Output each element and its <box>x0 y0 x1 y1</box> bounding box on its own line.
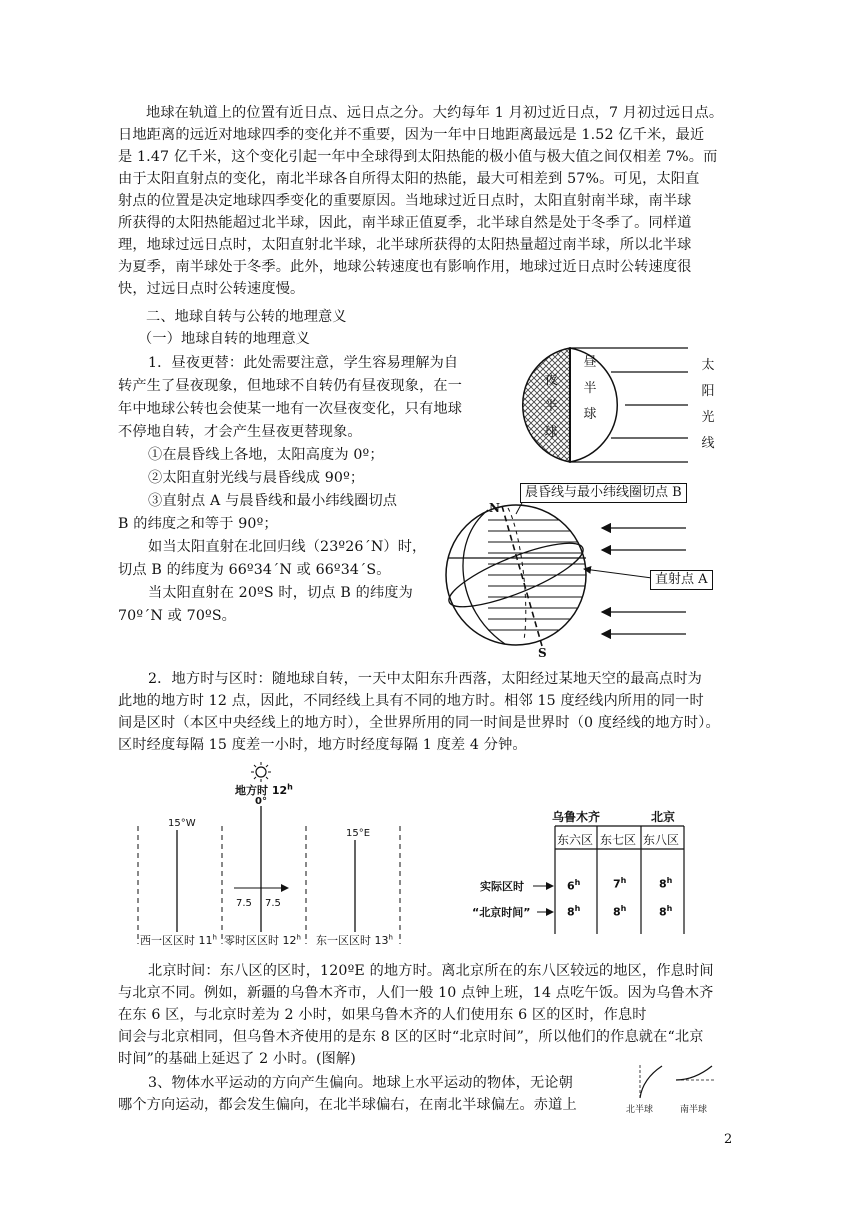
meridian-15e-label: 15°E <box>346 828 371 839</box>
header-east7: 东七区 <box>600 833 637 847</box>
para3-line1: 如当太阳直射在北回归线（23º26´N）时， <box>148 539 427 555</box>
north-pole-label: N <box>489 501 500 515</box>
day-label: 昼 半 球 <box>583 355 597 422</box>
south-deflect-curve <box>676 1066 712 1080</box>
header-east6: 东六区 <box>557 833 594 847</box>
para2-line2: 转产生了昼夜现象，但地球不自转仍有昼夜现象，在一 <box>118 378 463 394</box>
para1-line6: 所获得的太阳热能超过北半球，因此，南半球正值夏季，北半球自然是处于冬季了。同样道 <box>118 215 692 231</box>
zone-east1-label: 东一区区时 13$^h$ <box>316 933 393 947</box>
cell-actual-east7: 7$^h$ <box>613 876 627 891</box>
para1-line9: 快，过远日点时公转速度慢。 <box>118 281 305 297</box>
deflection-figure <box>640 1064 714 1098</box>
zone-west1-label: 西一区区时 11$^h$ <box>140 933 217 947</box>
page-number: 2 <box>724 1132 733 1147</box>
list-item-2: ②太阳直射光线与晨昏线成 90º； <box>148 470 365 486</box>
para2-line1: 1．昼夜更替：此处需要注意，学生容易理解为自 <box>148 355 459 371</box>
row-beijing-time-label: “北京时间” <box>472 906 531 919</box>
earth-axis <box>502 506 542 646</box>
list-item-1: ①在晨昏线上各地，太阳高度为 0º； <box>148 447 384 463</box>
deflect-north-label: 北半球 <box>626 1105 654 1115</box>
para4-line1: 2．地方时与区时：随地球自转，一天中太阳东升西落，太阳经过某地天空的最高点时为 <box>148 671 703 687</box>
deflect-south-label: 南半球 <box>680 1105 708 1115</box>
para3-line4: 70º´N 或 70ºS。 <box>118 608 237 624</box>
south-pole-label: S <box>538 646 547 660</box>
para1-line4: 由于太阳直射点的变化，南北半球各自所得太阳的热能，最大可相差到 57%。可见，太阳直 <box>118 171 700 187</box>
para1-line5: 射点的位置是决定地球四季变化的重要原因。当地球过近日点时，太阳直射南半球，南半球 <box>118 193 692 209</box>
para1-line1: 地球在轨道上的位置有近日点、远日点之分。大约每年 1 月初过近日点，7 月初过远日点。 <box>146 105 724 121</box>
row-actual-time-label: 实际区时 <box>480 880 524 893</box>
half-zone-east-label: 7.5 <box>265 898 281 909</box>
para4-line3: 间是区时（本区中央经线上的地方时），全世界所用的同一时间是世界时（0 度经线的地方时）。 <box>118 715 720 731</box>
para4-line4: 区时经度每隔 15 度差一小时，地方时经度每隔 1 度差 4 分钟。 <box>118 737 527 753</box>
callout-direct-point-a: 直射点 A <box>650 570 713 590</box>
local-time-label: 地方时 12$^h$ <box>235 782 293 797</box>
sun-icon <box>251 762 271 782</box>
para3-line2: 切点 B 的纬度为 66º34´N 或 66º34´S。 <box>118 562 391 578</box>
north-deflect-curve <box>640 1066 662 1098</box>
list-item-3: ③直射点 A 与晨昏线和最小纬线圈切点 <box>148 493 398 509</box>
para5-line1: 北京时间：东八区的区时，120ºE 的地方时。离北京所在的东八区较远的地区，作息时间 <box>148 963 714 979</box>
para1-line2: 日地距离的远近对地球四季的变化并不重要，因为一年中日地距离最远是 1.52 亿千米，最近 <box>118 127 705 143</box>
night-label: 夜 半 球 <box>544 373 558 440</box>
sunlight-label: 太 阳 光 线 <box>701 358 715 451</box>
cell-bj-east8: 8$^h$ <box>659 904 673 919</box>
callout-a-pointer <box>584 569 652 578</box>
header-east8: 东八区 <box>643 833 680 847</box>
para1-line7: 理，地球过远日点时，太阳直射北半球，北半球所获得的太阳热量超过南半球，所以北半球 <box>118 237 692 253</box>
callout-tangent-b: 晨昏线与最小纬线圈切点 B <box>520 483 687 503</box>
para5-line5: 时间”的基础上延迟了 2 小时。(图解) <box>118 1051 356 1067</box>
cell-bj-east7: 8$^h$ <box>613 904 627 919</box>
para1-line3: 是 1.47 亿千米，这个变化引起一年中全球得到太阳热能的极小值与极大值之间仅相差 7%。而 <box>118 149 718 165</box>
half-zone-west-label: 7.5 <box>236 898 252 909</box>
subsection-heading: （一）地球自转的地理意义 <box>138 331 311 347</box>
para4-line2: 此地的地方时 12 点，因此，不同经线上具有不同的地方时。相邻 15 度经线内所用的同一时 <box>118 693 704 709</box>
cell-actual-east8: 8$^h$ <box>659 876 673 891</box>
section-heading: 二、地球自转与公转的地理意义 <box>146 309 347 325</box>
meridian-0-label: 0° <box>255 796 267 807</box>
city-beijing-label: 北京 <box>651 810 676 824</box>
list-item-3-cont: B 的纬度之和等于 90º； <box>118 516 278 532</box>
para6-line2: 哪个方向运动，都会发生偏向，在北半球偏右，在南北半球偏左。赤道上 <box>118 1097 577 1113</box>
city-urumqi-label: 乌鲁木齐 <box>552 810 601 824</box>
meridian-15w-label: 15°W <box>168 818 196 829</box>
para1-line8: 为夏季，南半球处于冬季。此外，地球公转速度也有影响作用，地球过近日点时公转速度很 <box>118 259 692 275</box>
para5-line3: 在东 6 区，与北京时差为 2 小时，如果乌鲁木齐的人们使用东 6 区的区时，作息时 <box>118 1007 647 1023</box>
para2-line3: 年中地球公转也会使某一地有一次昼夜变化，只有地球 <box>118 401 463 417</box>
zone-zero-label: 零时区区时 12$^h$ <box>224 933 301 947</box>
para6-line1: 3、物体水平运动的方向产生偏向。地球上水平运动的物体，无论朝 <box>148 1075 573 1091</box>
central-meridian <box>508 508 526 640</box>
para3-line3: 当太阳直射在 20ºS 时，切点 B 的纬度为 <box>148 585 413 601</box>
para5-line4: 间会与北京相同，但乌鲁木齐使用的是东 8 区的区时“北京时间”，所以他们的作息就在“北京 <box>118 1029 704 1045</box>
cell-bj-east6: 8$^h$ <box>567 904 581 919</box>
cell-actual-east6: 6$^h$ <box>567 878 581 893</box>
para5-line2: 与北京不同。例如，新疆的乌鲁木齐市，人们一般 10 点钟上班，14 点吃午饭。因为乌鲁木齐 <box>118 985 714 1001</box>
para2-line4: 不停地自转，才会产生昼夜更替现象。 <box>118 424 362 440</box>
